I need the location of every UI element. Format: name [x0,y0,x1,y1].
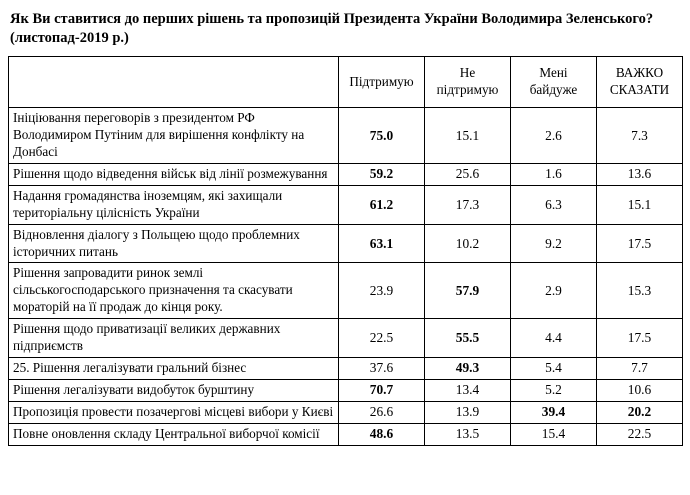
cell-support: 63.1 [339,224,425,263]
cell-indifferent: 9.2 [511,224,597,263]
cell-indifferent: 5.4 [511,357,597,379]
page-title: Як Ви ставитися до перших рішень та пропозицій Президента України Володимира Зеленського? (листопад-2019 р.) [10,11,654,47]
table-row [9,357,683,379]
column-header-support: Підтримую [339,57,425,108]
row-label: Ініціювання переговорів з президентом РФ Володимиром Путіним для вирішення конфлікту на Донбасі [9,108,339,164]
cell-hard-to-say: 22.5 [597,423,683,445]
cell-support: 22.5 [339,319,425,358]
cell-hard-to-say: 17.5 [597,224,683,263]
row-label: 25. Рішення легалізувати гральний бізнес [9,357,339,379]
cell-indifferent: 2.6 [511,108,597,164]
cell-hard-to-say: 13.6 [597,163,683,185]
cell-hard-to-say: 20.2 [597,401,683,423]
cell-hard-to-say: 17.5 [597,319,683,358]
cell-indifferent: 4.4 [511,319,597,358]
poll-results-table [8,56,683,446]
table-row [9,163,683,185]
cell-not-support: 13.4 [425,379,511,401]
row-label: Рішення щодо відведення військ від лінії розмежування [9,163,339,185]
row-label: Надання громадянства іноземцям, які захищали територіальну цілісність України [9,185,339,224]
row-label: Рішення легалізувати видобуток бурштину [9,379,339,401]
table-row [9,108,683,164]
cell-hard-to-say: 15.1 [597,185,683,224]
cell-not-support: 17.3 [425,185,511,224]
table-header [9,57,683,108]
cell-not-support: 15.1 [425,108,511,164]
table-header-row [9,57,683,108]
cell-not-support: 25.6 [425,163,511,185]
cell-support: 75.0 [339,108,425,164]
table-row [9,379,683,401]
row-label: Рішення запровадити ринок землі сільськогосподарського призначення та скасувати мораторій на її продаж до кінця року. [9,263,339,319]
table-row [9,401,683,423]
column-header-question [9,57,339,108]
table-body [9,108,683,446]
cell-support: 48.6 [339,423,425,445]
table-row [9,423,683,445]
cell-support: 70.7 [339,379,425,401]
row-label: Рішення щодо приватизації великих державних підприємств [9,319,339,358]
row-label: Відновлення діалогу з Польщею щодо проблемних історичних питань [9,224,339,263]
cell-hard-to-say: 7.7 [597,357,683,379]
row-label: Повне оновлення складу Центральної виборчої комісії [9,423,339,445]
cell-support: 26.6 [339,401,425,423]
cell-support: 59.2 [339,163,425,185]
cell-not-support: 13.5 [425,423,511,445]
cell-indifferent: 6.3 [511,185,597,224]
cell-not-support: 55.5 [425,319,511,358]
cell-indifferent: 15.4 [511,423,597,445]
cell-not-support: 49.3 [425,357,511,379]
table-row [9,185,683,224]
column-header-hard-to-say: ВАЖКО СКАЗАТИ [597,57,683,108]
cell-support: 23.9 [339,263,425,319]
cell-indifferent: 2.9 [511,263,597,319]
row-label: Пропозиція провести позачергові місцеві вибори у Києві [9,401,339,423]
cell-support: 37.6 [339,357,425,379]
cell-not-support: 13.9 [425,401,511,423]
cell-hard-to-say: 10.6 [597,379,683,401]
cell-indifferent: 39.4 [511,401,597,423]
cell-hard-to-say: 7.3 [597,108,683,164]
table-row [9,319,683,358]
cell-not-support: 57.9 [425,263,511,319]
cell-not-support: 10.2 [425,224,511,263]
column-header-not-support: Не підтримую [425,57,511,108]
column-header-indifferent: Мені байдуже [511,57,597,108]
cell-hard-to-say: 15.3 [597,263,683,319]
table-row [9,224,683,263]
cell-support: 61.2 [339,185,425,224]
cell-indifferent: 5.2 [511,379,597,401]
cell-indifferent: 1.6 [511,163,597,185]
table-row [9,263,683,319]
